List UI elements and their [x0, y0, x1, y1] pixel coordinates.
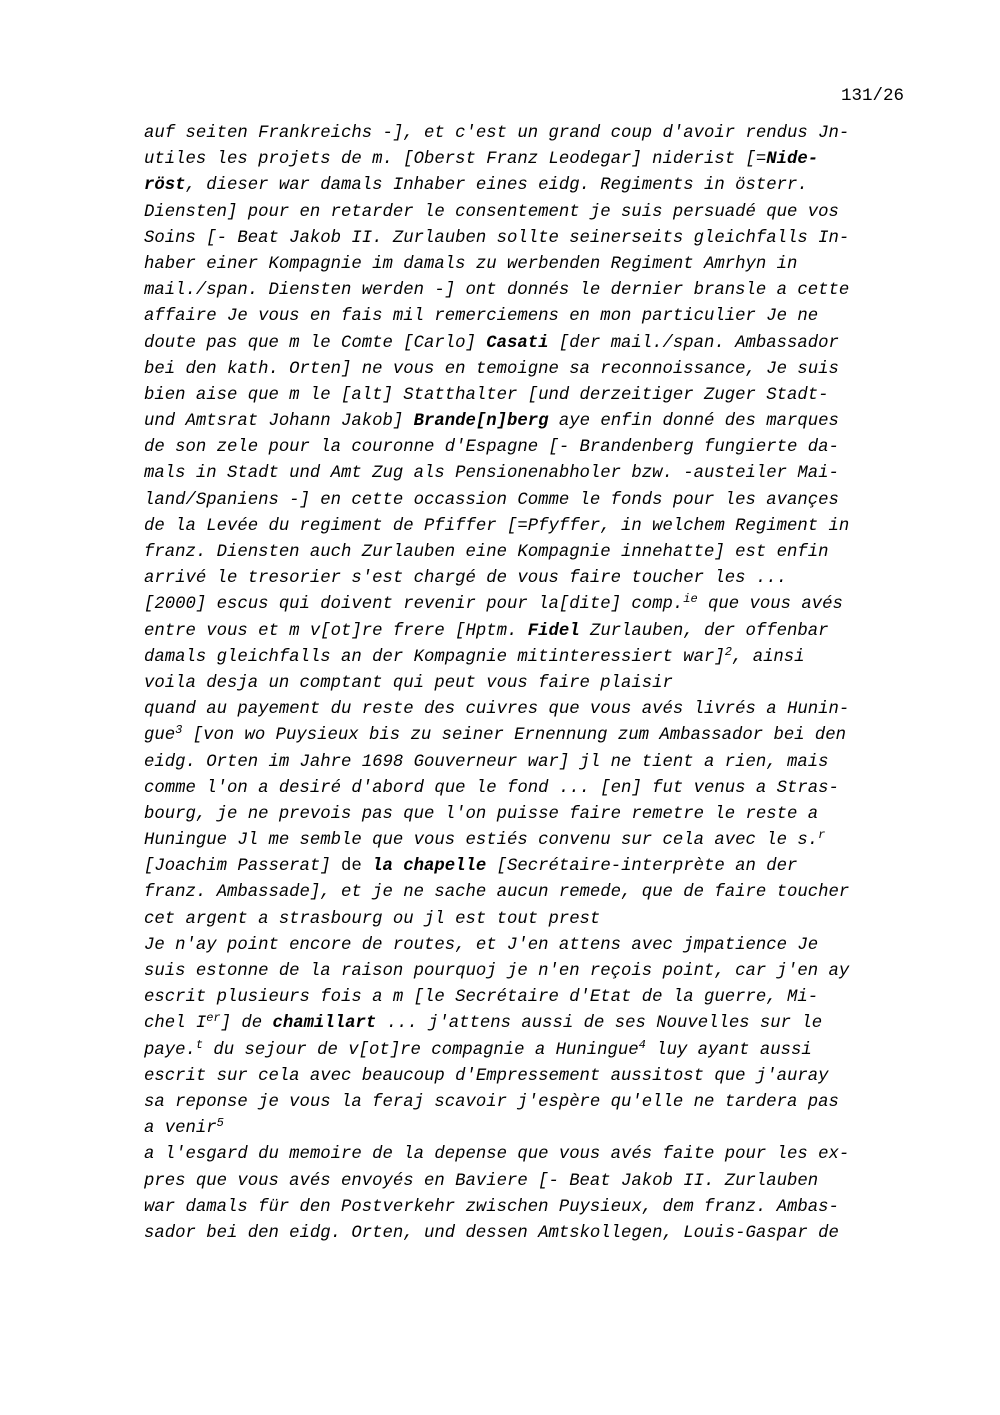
text-segment: auf seiten Frankreichs -], et c'est un grand coup d'avoir rendus Jn-	[144, 124, 850, 143]
text-line	[144, 723, 944, 749]
text-segment: comme l'on a desiré d'abord que le fond ... [en] fut venus a Stras-	[144, 778, 839, 798]
superscript: 5	[216, 1116, 224, 1131]
superscript: ie	[683, 592, 698, 607]
text-line	[144, 645, 944, 671]
text-line	[144, 331, 944, 357]
text-segment: escrit sur cela avec beaucoup d'Empressement aussitost que j'auray	[144, 1066, 829, 1086]
text-line	[144, 488, 944, 514]
text-segment: arrivé le tresorier s'est chargé de vous faire toucher les ...	[144, 569, 787, 589]
bold-name: röst	[144, 176, 186, 196]
text-line	[144, 514, 944, 540]
text-segment: a l'esgard du memoire de la depense que vous avés faite pour les ex-	[144, 1145, 850, 1165]
text-line	[144, 540, 944, 566]
text-line	[144, 1142, 944, 1168]
text-line	[144, 121, 944, 147]
text-segment: und Amtsrat Johann Jakob]	[144, 412, 414, 432]
text-segment: eidg. Orten im Jahre 1698 Gouverneur war] jl ne tient a rien, mais	[144, 752, 829, 772]
text-line	[144, 1011, 944, 1037]
text-segment: ] de	[220, 1014, 273, 1034]
text-segment: war damals für den Postverkehr zwischen Puysieux, dem franz. Ambas-	[144, 1197, 839, 1217]
superscript: r	[818, 828, 826, 843]
superscript: er	[206, 1011, 221, 1026]
text-segment: [der mail./span. Ambassador	[548, 333, 839, 353]
superscript: 4	[638, 1037, 646, 1052]
text-segment: voila desja un comptant qui peut vous faire plaisir	[144, 673, 673, 693]
text-line	[144, 1221, 944, 1247]
text-segment: de son zele pour la couronne d'Espagne [- Brandenberg fungierte da-	[144, 438, 839, 458]
text-segment: de la Levée du regiment de Pfiffer [=Pfyffer, in welchem Regiment in	[144, 516, 850, 536]
text-line	[144, 357, 944, 383]
text-segment: , dieser war damals Inhaber eines eidg. Regiments in österr.	[185, 176, 808, 196]
text-line	[144, 1064, 944, 1090]
text-segment: Huningue Jl me semble que vous estiés convenu sur cela avec le s.	[144, 831, 819, 851]
bold-name: Casati	[486, 333, 549, 353]
bold-name: Fidel	[527, 621, 580, 641]
text-line	[144, 1116, 944, 1142]
text-segment: sa reponse je vous la feraj scavoir j'espère qu'elle ne tardera pas	[144, 1092, 839, 1112]
text-segment: gue	[144, 726, 176, 746]
text-segment: franz. Diensten auch Zurlauben eine Kompagnie innehatte] est enfin	[144, 543, 829, 562]
bold-name: la chapelle	[372, 857, 487, 877]
text-line	[144, 173, 944, 199]
text-segment: chel I	[144, 1014, 207, 1034]
text-line	[144, 1169, 944, 1195]
text-segment: [von wo Puysieux bis zu seiner Ernennung zum Ambassador bei den	[182, 726, 847, 746]
text-segment: bien aise que m le [alt] Statthalter [und derzeitiger Zuger Stadt-	[144, 385, 829, 405]
text-line	[144, 304, 944, 330]
text-line	[144, 200, 944, 226]
text-line	[144, 592, 944, 618]
text-body	[144, 121, 944, 1247]
text-line	[144, 619, 944, 645]
text-segment: utiles les projets de m. [Oberst Franz Leodegar] niderist [=	[144, 150, 767, 170]
text-segment: mals in Stadt und Amt Zug als Pensionenabholer bzw. -austeiler Mai-	[144, 464, 839, 484]
text-line	[144, 147, 944, 173]
text-line	[144, 880, 944, 906]
text-line	[144, 409, 944, 435]
text-segment: doute pas que m le Comte [Carlo]	[144, 333, 487, 353]
text-segment: de	[341, 857, 373, 877]
text-segment: haber einer Kompagnie im damals zu werbenden Regiment Amrhyn in	[144, 254, 798, 274]
text-line	[144, 828, 944, 854]
text-line	[144, 1090, 944, 1116]
text-segment: [Joachim Passerat]	[144, 857, 342, 877]
text-line	[144, 959, 944, 985]
text-segment: mail./span. Diensten werden -] ont donnés le dernier bransle a cette	[144, 281, 850, 301]
text-line	[144, 566, 944, 592]
text-line	[144, 907, 944, 933]
text-segment: quand au payement du reste des cuivres que vous avés livrés a Hunin-	[144, 700, 850, 720]
text-line	[144, 1038, 944, 1064]
text-line	[144, 435, 944, 461]
text-segment: escrit plusieurs fois a m [le Secrétaire d'Etat de la guerre, Mi-	[144, 988, 819, 1008]
text-segment: du sejour de v[ot]re compagnie a Huningue	[203, 1040, 639, 1060]
text-segment: [Secrétaire-interprète an der	[486, 857, 798, 877]
text-segment: Diensten] pour en retarder le consentement je suis persuadé que vos	[144, 202, 839, 222]
superscript: 2	[724, 644, 732, 659]
text-line	[144, 461, 944, 487]
text-segment: suis estonne de la raison pourquoj je n'en reçois point, car j'en ay	[144, 962, 850, 981]
text-segment: [2000] escus qui doivent revenir pour la[dite] comp.	[144, 595, 684, 615]
text-line	[144, 278, 944, 304]
text-segment: land/Spaniens -] en cette occassion Comme le fonds pour les avançes	[144, 490, 839, 510]
text-segment: pres que vous avés envoyés en Baviere [- Beat Jakob II. Zurlauben	[144, 1171, 819, 1191]
superscript: t	[195, 1037, 204, 1052]
text-segment: Zurlauben, der offenbar	[579, 621, 829, 641]
text-line	[144, 1195, 944, 1221]
text-segment: paye.	[144, 1040, 196, 1060]
text-segment: bei den kath. Orten] ne vous en temoigne sa reconnoissance, Je suis	[144, 359, 839, 379]
text-line	[144, 985, 944, 1011]
text-line	[144, 671, 944, 697]
bold-name: chamillart	[272, 1014, 377, 1034]
text-line	[144, 802, 944, 828]
text-segment: que vous avés	[697, 595, 843, 615]
superscript: 3	[175, 723, 183, 738]
text-line	[144, 252, 944, 278]
text-segment: a venir	[144, 1119, 217, 1139]
text-segment: affaire Je vous en fais mil remerciemens en mon particulier Je ne	[144, 307, 819, 327]
text-segment: Je n'ay point encore de routes, et J'en attens avec jmpatience Je	[144, 935, 819, 955]
text-segment: luy ayant aussi	[645, 1040, 812, 1060]
text-segment: franz. Ambassade], et je ne sache aucun remede, que de faire toucher	[144, 883, 850, 903]
text-segment: bourg, je ne prevois pas que l'on puisse faire remetre le reste a	[144, 804, 819, 824]
text-segment: Soins [- Beat Jakob II. Zurlauben sollte seinerseits gleichfalls In-	[144, 228, 850, 248]
text-segment: entre vous et m v[ot]re frere [Hptm.	[144, 621, 528, 641]
text-line	[144, 776, 944, 802]
bold-name: Nide-	[766, 150, 819, 170]
text-segment: damals gleichfalls an der Kompagnie mitinteressiert war]	[144, 647, 725, 667]
text-line	[144, 750, 944, 776]
text-segment: , ainsi	[731, 647, 805, 667]
text-line	[144, 933, 944, 959]
bold-name: Brande[n]berg	[413, 412, 549, 432]
text-segment: ... j'attens aussi de ses Nouvelles sur le	[376, 1014, 823, 1034]
text-line	[144, 854, 944, 880]
text-line	[144, 697, 944, 723]
text-segment: cet argent a strasbourg ou jl est tout prest	[144, 909, 601, 929]
text-segment: sador bei den eidg. Orten, und dessen Amtskollegen, Louis-Gaspar de	[144, 1223, 839, 1243]
text-line	[144, 226, 944, 252]
text-line	[144, 383, 944, 409]
page-number: 131/26	[840, 86, 904, 106]
text-segment: aye enfin donné des marques	[548, 412, 839, 432]
